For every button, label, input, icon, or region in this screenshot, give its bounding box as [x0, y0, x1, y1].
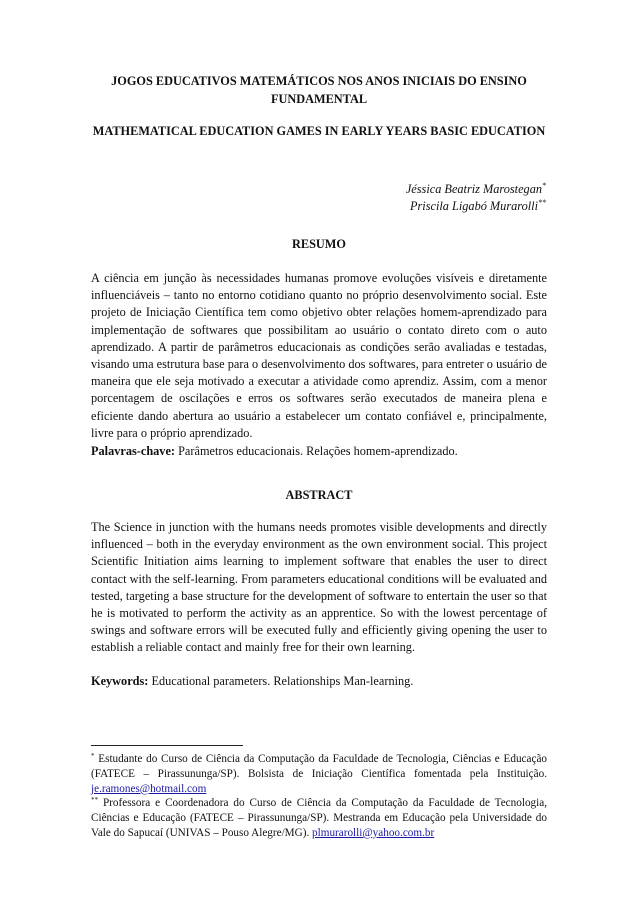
- footnote-text: Estudante do Curso de Ciência da Computação da Faculdade de Tecnologia, Ciências e Educação (FATECE – Pirassununga/SP). Bolsista de Iniciação Científica fomentada pela Instituição.: [91, 753, 547, 780]
- title-english: MATHEMATICAL EDUCATION GAMES IN EARLY YEARS BASIC EDUCATION: [92, 124, 546, 138]
- email-link[interactable]: je.ramones@hotmail.com: [91, 782, 207, 795]
- author-name: Priscila Ligabó Murarolli: [410, 199, 538, 213]
- email-link[interactable]: plmurarolli@yahoo.com.br: [312, 826, 435, 839]
- keywords-label: Keywords:: [91, 674, 149, 688]
- title-portuguese: JOGOS EDUCATIVOS MATEMÁTICOS NOS ANOS INICIAIS DO ENSINO FUNDAMENTAL: [111, 74, 527, 106]
- footnote-mark: *: [542, 181, 546, 190]
- palavras-chave: [91, 443, 547, 460]
- abstract-heading: ABSTRACT: [285, 488, 353, 502]
- author-2: [246, 198, 546, 215]
- resumo-text: A ciência em junção às necessidades humanas promove evoluções visíveis e diretamente influenciáveis – tanto no entorno cotidiano quanto no próprio desenvolvimento social. Este projeto de Iniciação Científica tem como objetivo obter relações homem-aprendizado para implementação de softwares que possibilitam ao usuário o contato direto com o auto aprendizado. A partir de parâmetros educacionais as condições serão avaliadas e testadas, visando uma estrutura base para o desenvolvimento dos softwares, para entreter o usuário de maneira que ele seja motivado a executar a atividade como aprendiz. Assim, com a menor porcentagem de oscilações e erros os softwares serão executados de maneira plena e eficiente dando abertura ao usuário a estabelecer um contato confiável e, principalmente, livre para o próprio aprendizado.: [91, 271, 547, 440]
- footnote-1: [91, 752, 547, 796]
- palavras-chave-values: Parâmetros educacionais. Relações homem-aprendizado.: [178, 444, 458, 458]
- footnote-text: Professora e Coordenadora do Curso de Ciência da Computação da Faculdade de Tecnologia, Ciências e Educação (FATECE – Pirassununga/SP). Mestranda em Educação pela Universidade do Vale do Sapucaí (UNIVAS – Pouso Alegre/MG).: [91, 797, 548, 839]
- author-list: [246, 181, 546, 215]
- abstract-text: The Science in junction with the humans needs promotes visible developments and directly influenced – both in the everyday environment as the own environment social. This project Scientific Initiation aims learning to implement software that enables the user to direct contact with the self-learning. From parameters educational conditions will be evaluated and tested, targeting a base structure for the development of software to entertain the user so that he is motivated to perform the activity as an apprentice. So with the lowest percentage of swings and software errors will be executed fully and efficiently giving opening the user to establish a reliable contact and mainly free for their own learning.: [91, 520, 547, 655]
- footnote-2: [91, 796, 547, 840]
- footnote-mark: *: [91, 752, 95, 760]
- keywords: [91, 673, 547, 690]
- footnote-mark: **: [538, 198, 546, 207]
- resumo-heading: RESUMO: [292, 237, 346, 251]
- author-name: Jéssica Beatriz Marostegan: [405, 182, 542, 196]
- footnote-mark: **: [91, 796, 98, 805]
- footnote-divider: [91, 745, 243, 746]
- footnotes: [91, 752, 547, 841]
- palavras-chave-label: Palavras-chave:: [91, 444, 176, 458]
- keywords-values: Educational parameters. Relationships Man-learning.: [151, 674, 414, 688]
- author-1: [246, 181, 546, 198]
